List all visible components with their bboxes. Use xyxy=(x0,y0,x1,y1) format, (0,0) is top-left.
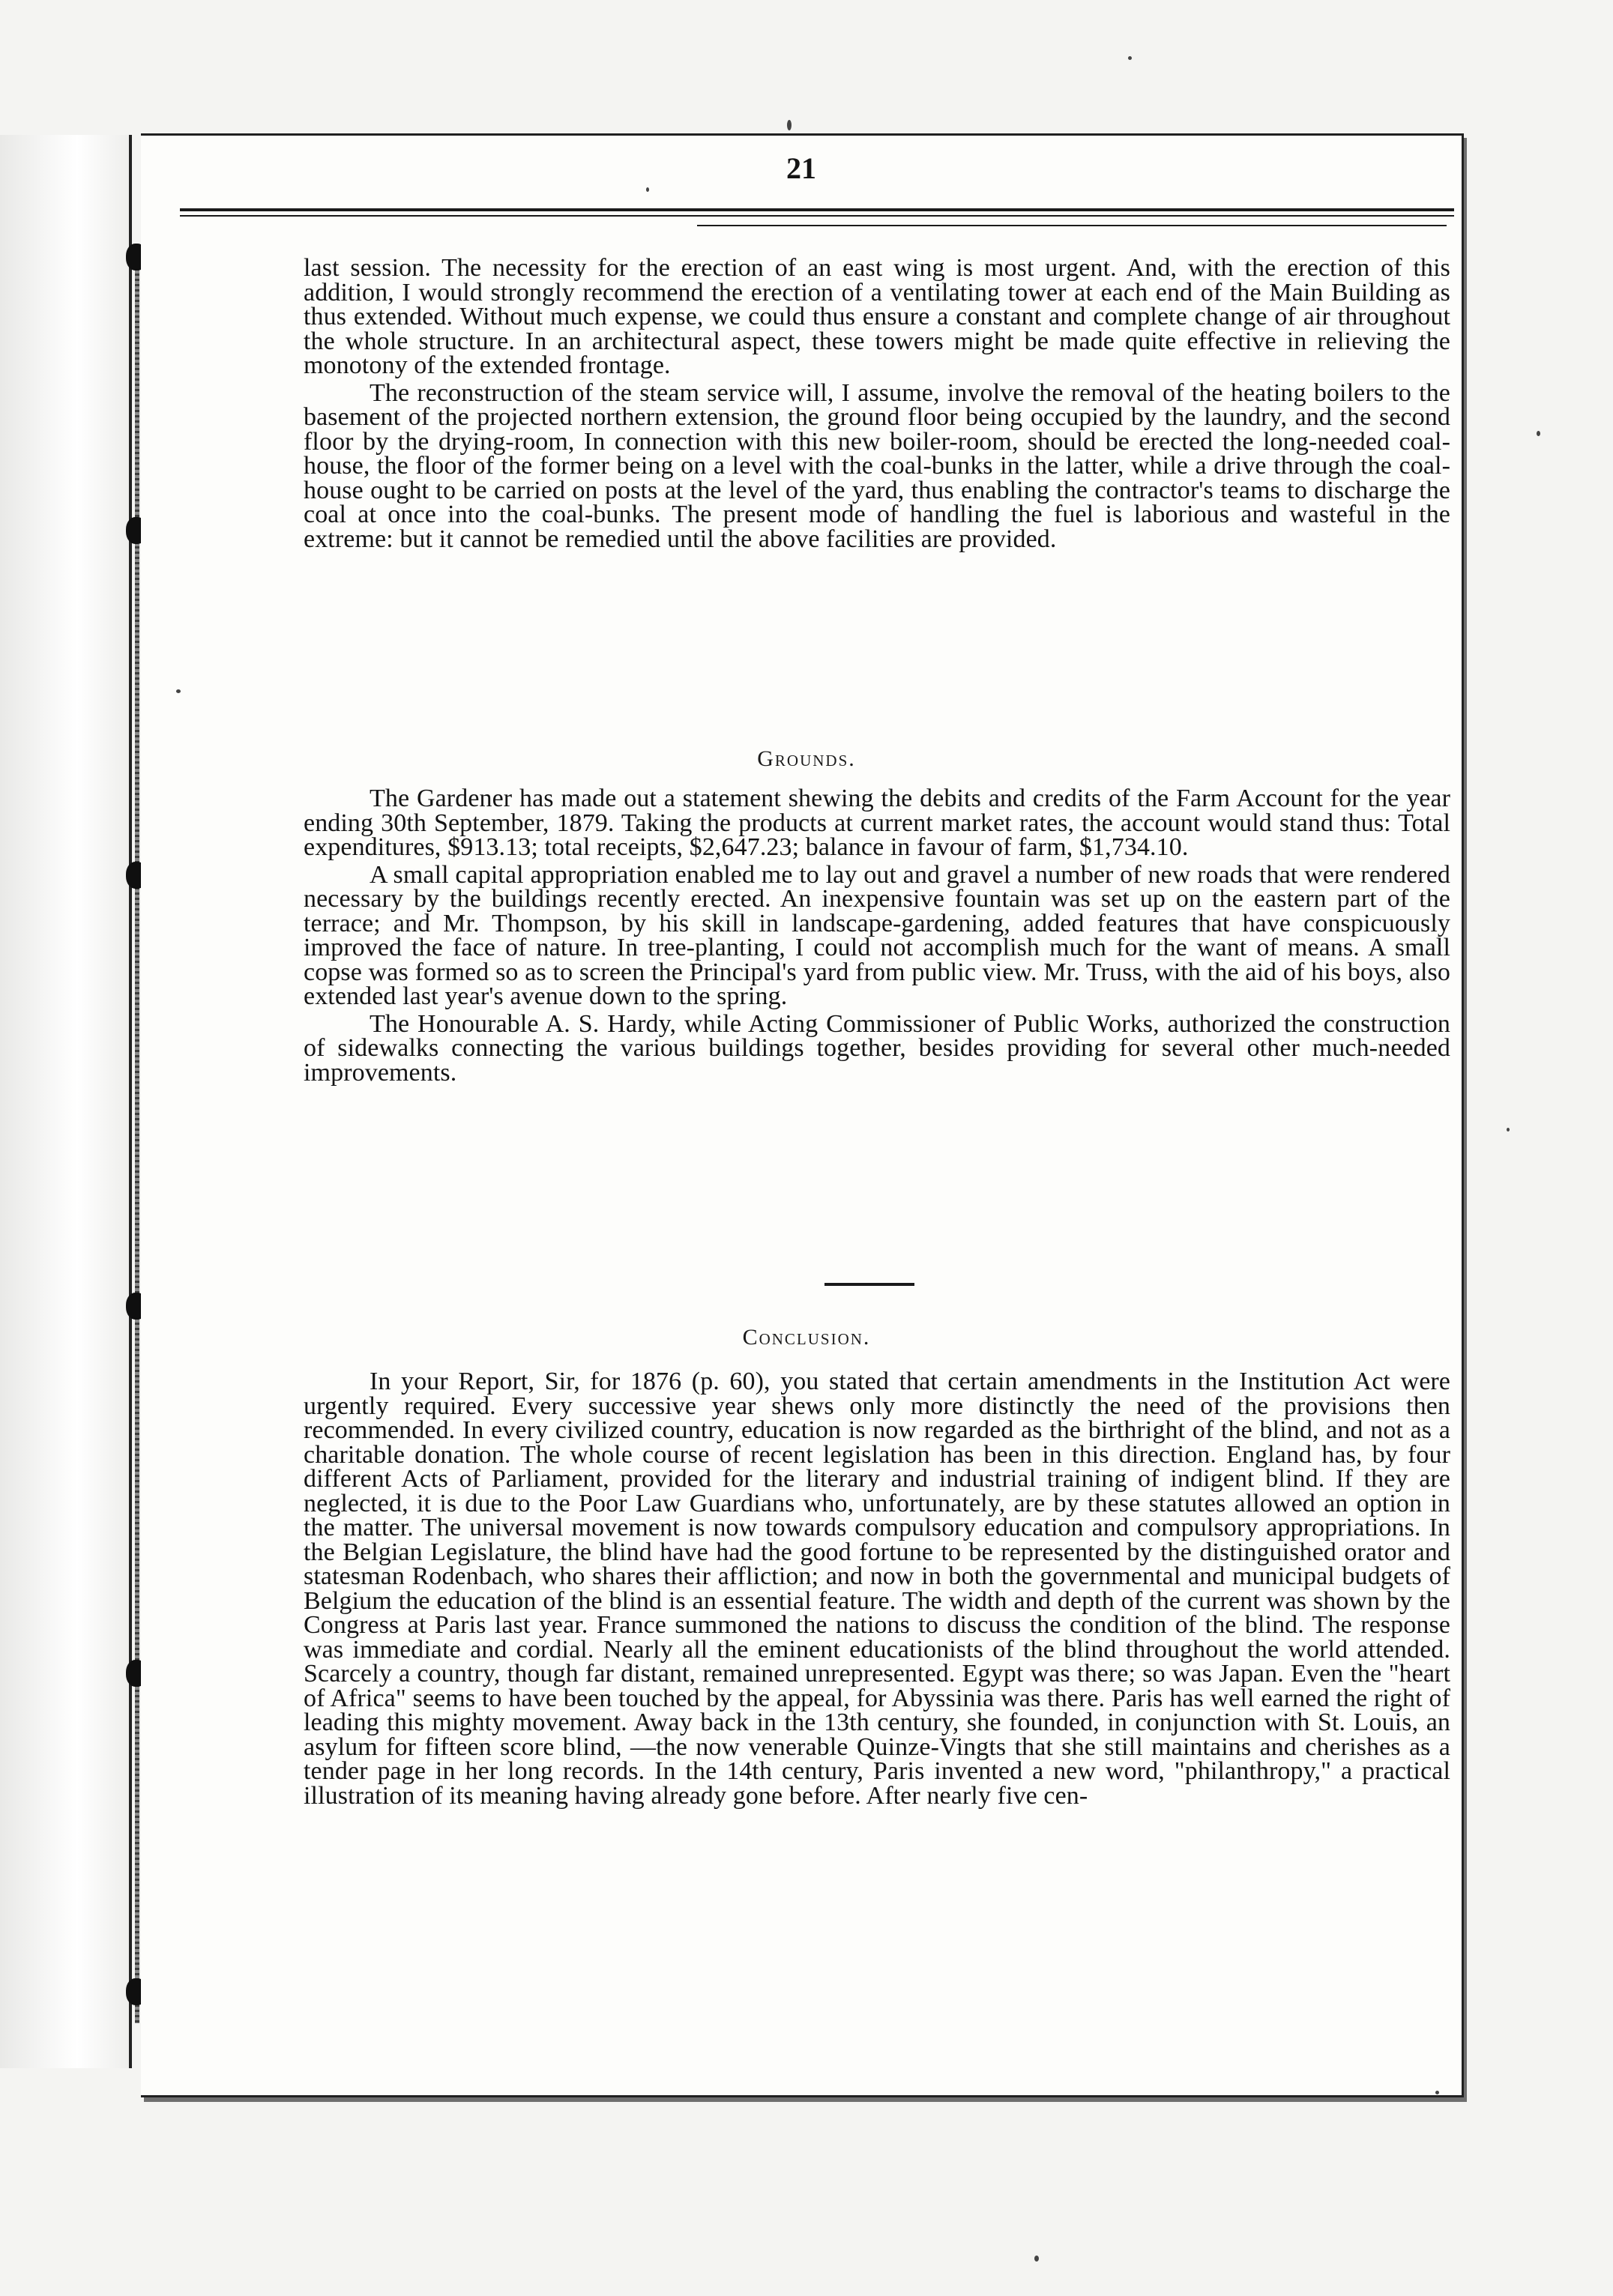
paragraph: The reconstruction of the steam service will, I assume, involve the removal of the heating boilers to the basement of the projected northern extension, the ground floor being occupied by the laundry, and the second floor by the drying-room, In connection with this new boiler-room, should be erected the long-needed coal-house, the floor of the former being on a level with the coal-bunks in the latter, while a drive through the coal-house ought to be carried on posts at the level of the yard, thus enabling the contractor's teams to discharge the coal at once into the coal-bunks. The present mode of handling the fuel is laborious and wasteful in the extreme: but it cannot be remedied until the above facilities are provided. xyxy=(304,378,1450,553)
header-rule xyxy=(180,215,1454,217)
heading-conclusion: Conclusion. xyxy=(742,1325,871,1350)
header-rule xyxy=(697,225,1447,226)
paragraph: A small capital appropriation enabled me to lay out and gravel a number of new roads that were rendered necessary by the buildings recently erected. An inexpensive fountain was set up on the eastern part of the terrace; and Mr. Thompson, by his skill in landscape-gardening, added features that have conspicuously improved the face of nature. In tree-planting, I could not accomplish much for the want of means. A small copse was formed so as to screen the Principal's yard from public view. Mr. Truss, with the aid of his boys, also extended last year's avenue down to the spring. xyxy=(304,860,1450,1010)
paragraph: The Gardener has made out a statement shewing the debits and credits of the Farm Account for the year ending 30th September, 1879. Taking the products at current market rates, the account would stand thus: Total expenditures, $913.13; total receipts, $2,647.23; balance in favour of farm, $1,734.10. xyxy=(304,785,1450,861)
binding-thread xyxy=(135,247,139,2023)
section-intro xyxy=(304,256,1450,552)
book-binding xyxy=(0,135,132,2068)
section-conclusion xyxy=(304,1370,1450,1808)
heading-grounds: Grounds. xyxy=(757,746,856,771)
page-number: 21 xyxy=(786,151,816,185)
section-grounds xyxy=(304,787,1450,1085)
header-rule xyxy=(180,208,1454,211)
section-divider xyxy=(824,1283,914,1286)
paragraph: last session. The necessity for the erection of an east wing is most urgent. And, with the erection of this addition, I would strongly recommend the erection of a ventilating tower at each end of the Main Building as thus extended. Without much expense, we could thus ensure a constant and complete change of air throughout the whole structure. In an architectural aspect, these towers might be made quite effective in relieving the monotony of the extended frontage. xyxy=(304,254,1450,379)
paragraph: The Honourable A. S. Hardy, while Acting Commissioner of Public Works, authorized the construction of sidewalks connecting the various buildings together, besides providing for several other much-needed improvements. xyxy=(304,1009,1450,1087)
paragraph: In your Report, Sir, for 1876 (p. 60), you stated that certain amendments in the Institution Act were urgently required. Every successive year shews only more distinctly the need of the provisions then recommended. In every civilized country, education is now regarded as the birthright of the blind, and not as a charitable donation. The whole course of recent legislation has been in this direction. England has, by four different Acts of Parliament, provided for the literary and industrial training of indigent blind. If they are neglected, it is due to the Poor Law Guardians who, unfortunately, are by these statutes allowed an option in the matter. The universal movement is now towards compulsory education and compulsory appropriations. In the Belgian Legislature, the blind have had the good fortune to be represented by the distinguished orator and statesman Rodenbach, who shares their affliction; and now in both the governmental and municipal budgets of Belgium the education of the blind is an essential feature. The width and depth of the current was shown by the Congress at Paris last year. France summoned the nations to discuss the condition of the blind. The response was immediate and cordial. Nearly all the eminent educationists of the blind throughout the world attended. Scarcely a country, though far distant, remained unrepresented. Egypt was there; so was Japan. Even the "heart of Africa" seems to have been touched by the appeal, for Abyssinia was there. Paris has well earned the right of leading this mighty movement. Away back in the 13th century, she founded, in conjunction with St. Louis, an asylum for fifteen score blind, —the now venerable Quinze-Vingts that she still maintains and cherishes as a tender page in her long records. In the 14th century, Paris invented a new word, "philanthropy," a practical illustration of its meaning having already gone before. After nearly five cen- xyxy=(304,1368,1450,1810)
